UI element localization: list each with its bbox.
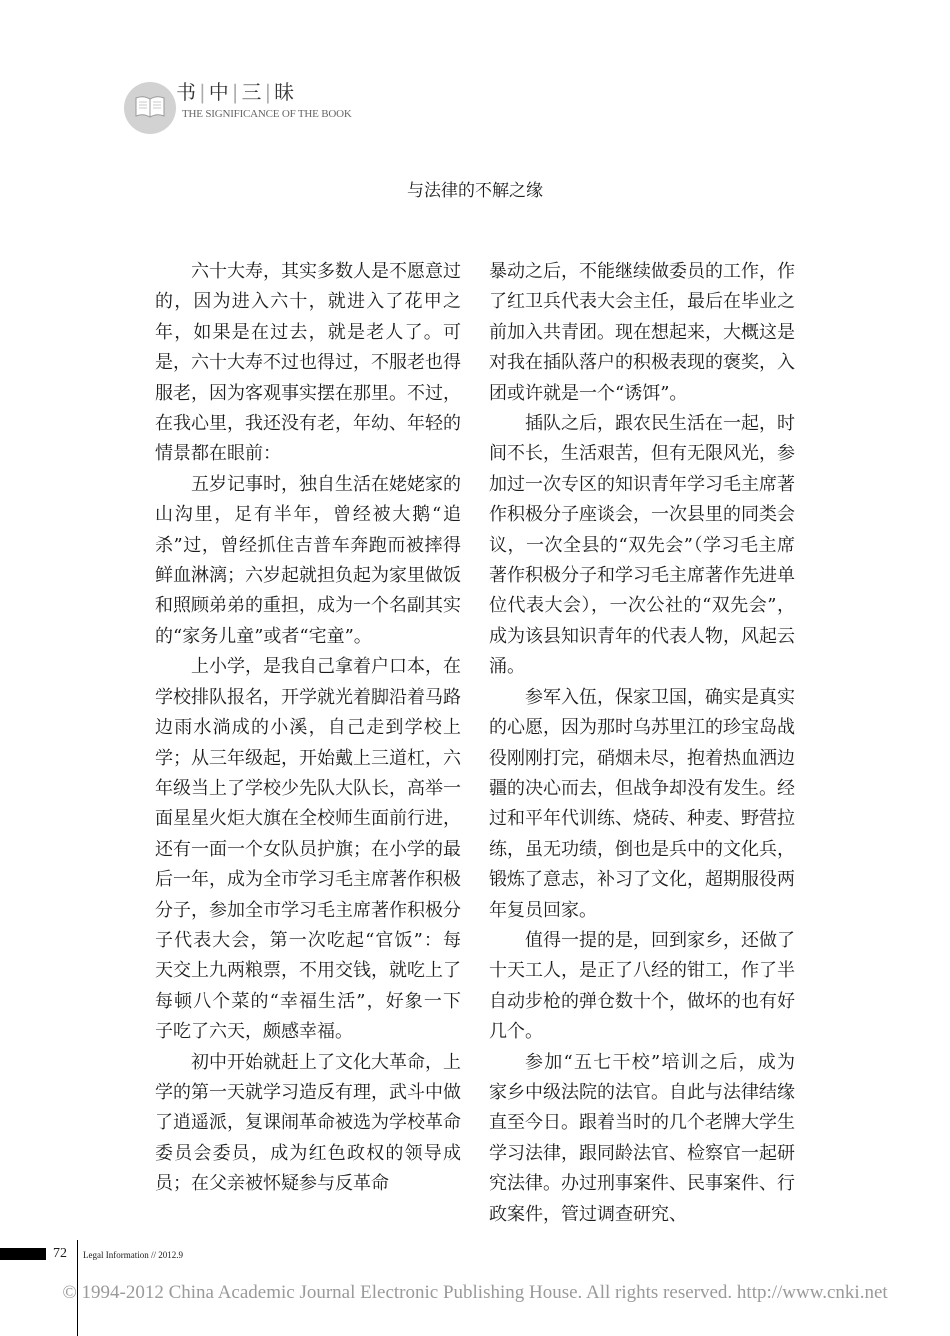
section-title-char: 书	[176, 80, 197, 104]
paragraph: 插队之后，跟农民生活在一起，时间不长，生活艰苦，但有无限风光，参加过一次专区的知识青年学习毛主席著作积极分子座谈会，一次县里的同类会议，一次全县的“双先会”（学习毛主席著作积极分子和学习毛主席著作先进单位代表大会），一次公社的“双先会”，成为该县知识青年的代表人物，风起云涌。	[489, 413, 795, 678]
paragraph-continued: 暴动之后，不能继续做委员的工作，作了红卫兵代表大会主任，最后在毕业之前加入共青团。现在想起来，大概这是对我在插队落户的积极表现的褒奖，入团或许就是一个“诱饵”。	[489, 261, 795, 404]
page-number: 72	[53, 1246, 67, 1261]
section-title: 书 | 中 | 三 | 昧	[176, 80, 296, 104]
section-title-char: 三	[241, 80, 263, 104]
copyright-watermark: © 1994-2012 China Academic Journal Electronic Publishing House. All rights reserved. http://www.cnki.net	[62, 1282, 888, 1303]
article-column-left	[155, 257, 461, 1200]
paragraph: 参加“五七干校”培训之后，成为家乡中级法院的法官。自此与法律结缘直至今日。跟着当时的几个老牌大学生学习法律，跟同龄法官、检察官一起研究法律。办过刑事案件、民事案件、行政案件，管过调查研究、	[489, 1051, 795, 1225]
open-book-icon	[134, 94, 166, 120]
paragraph: 五岁记事时，独自生活在姥姥家的山沟里，足有半年，曾经被大鹅“追杀”过，曾经抓住吉普车奔跑而被摔得鲜血淋漓；六岁起就担负起为家里做饭和照顾弟弟的重担，成为一个名副其实的“家务儿童”或者“宅童”。	[155, 473, 461, 647]
article-column-right	[489, 257, 795, 1230]
journal-info: Legal Information // 2012.9	[83, 1250, 183, 1260]
footer-bar	[0, 1248, 46, 1260]
paragraph: 初中开始就赶上了文化大革命，上学的第一天就学习造反有理，武斗中做了逍遥派，复课闹革命被选为学校革命委员会委员，成为红色政权的领导成员；在父亲被怀疑参与反革命	[155, 1051, 461, 1195]
paragraph: 上小学，是我自己拿着户口本，在学校排队报名，开学就光着脚沿着马路边雨水淌成的小溪，自己走到学校上学；从三年级起，开始戴上三道杠，六年级当上了学校少先队大队长，高举一面星星火炬大旗在全校师生面前行进，还有一面一个女队员护旗；在小学的最后一年，成为全市学习毛主席著作积极分子，参加全市学习毛主席著作积极分子代表大会，第一次吃起“官饭”：每天交上九两粮票，不用交钱，就吃上了每顿八个菜的“幸福生活”，好象一下子吃了六天，颇感幸福。	[155, 656, 461, 1043]
section-subtitle: THE SIGNIFICANCE OF THE BOOK	[182, 108, 352, 120]
section-header	[124, 76, 544, 136]
section-title-char: 昧	[274, 80, 296, 104]
section-title-char: 中	[208, 80, 230, 104]
article-title: 与法律的不解之缘	[407, 181, 543, 201]
paragraph: 参军入伍，保家卫国，确实是真实的心愿，因为那时乌苏里江的珍宝岛战役刚刚打完，硝烟未尽，抱着热血洒边疆的决心而去，但战争却没有发生。经过和平年代训练、烧砖、种麦、野营拉练，虽无功绩，倒也是兵中的文化兵，锻炼了意志，补习了文化，超期服役两年复员回家。	[489, 686, 795, 921]
section-logo	[124, 82, 176, 134]
paragraph: 值得一提的是，回到家乡，还做了十天工人，是正了八经的钳工，作了半自动步枪的弹仓数十个，做坏的也有好几个。	[489, 929, 795, 1043]
paragraph: 六十大寿，其实多数人是不愿意过的，因为进入六十，就进入了花甲之年，如果是在过去，就是老人了。可是，六十大寿不过也得过，不服老也得服老，因为客观事实摆在那里。不过，在我心里，我还没有老，年幼、年轻的情景都在眼前：	[155, 261, 461, 465]
